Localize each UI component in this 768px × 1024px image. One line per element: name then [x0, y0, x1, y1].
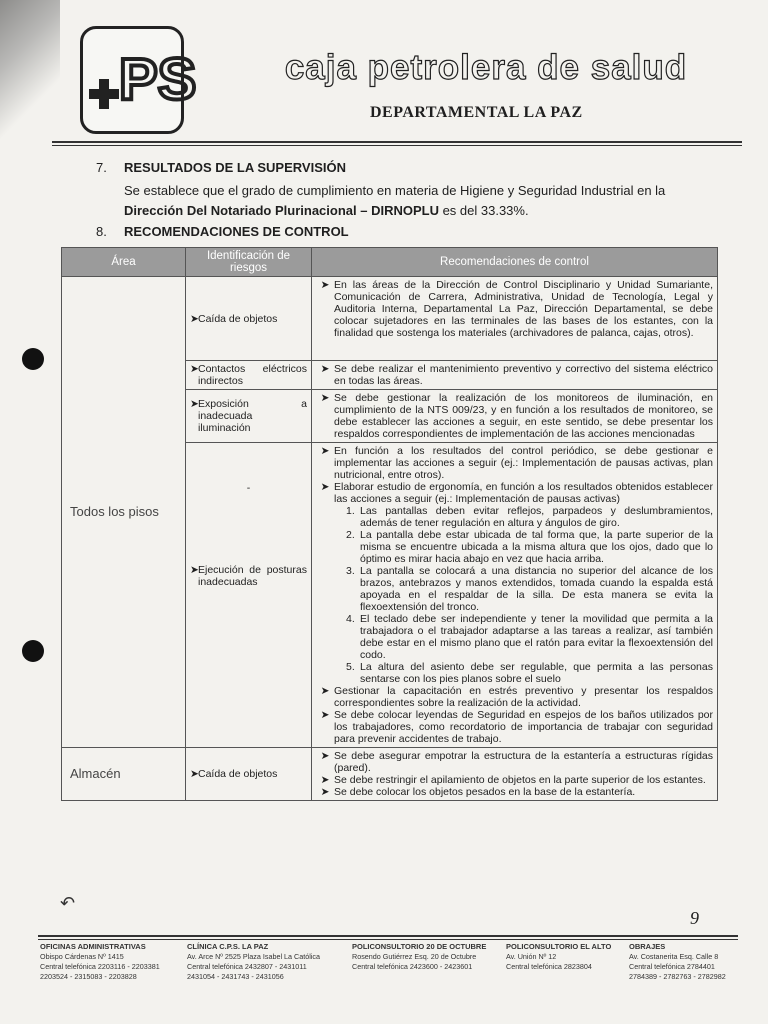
footer-office-1 — [40, 942, 160, 982]
punch-hole-bottom — [22, 640, 44, 662]
risk-label: Caída de objetos — [198, 768, 278, 780]
risk-label: Ejecución de posturas inadecuadas — [198, 564, 307, 588]
numbered-index: 3. — [346, 565, 355, 577]
footer-line: Rosendo Gutiérrez Esq. 20 de Octubre — [352, 952, 477, 961]
footer-line: Av. Unión Nº 12 — [506, 952, 557, 961]
footer-line: Central telefónica 2423600 - 2423601 — [352, 962, 473, 971]
recommendation-cell: ➤ Se debe gestionar la realización de los monitoreos de iluminación, en cumplimiento de la NTS 009/23, y en función a los resultados de monitoreo, se debe establecer las acciones a seguir, en este sentido, se debe presentar los respaldos correspondientes de implementación de las acciones mencionadas — [312, 390, 718, 443]
risk-label: Exposición a inadecuada iluminación — [198, 398, 307, 434]
footer-line: Av. Arce Nº 2525 Plaza Isabel La Católica — [187, 952, 321, 961]
footer-office-4 — [506, 942, 611, 972]
footer-title: POLICONSULTORIO 20 DE OCTUBRE — [352, 942, 487, 951]
recommendation-text: Se debe asegurar empotrar la estructura de la estantería a estructuras rígidas (pared). — [334, 750, 713, 774]
punch-hole-top — [22, 348, 44, 370]
recommendation-cell: ➤ Se debe realizar el mantenimiento preventivo y correctivo del sistema eléctrico en todas las áreas. — [312, 361, 718, 390]
risk-label: Caída de objetos — [198, 312, 278, 325]
footer-office-5 — [629, 942, 726, 982]
footer-line: Av. Costanerita Esq. Calle 8 — [629, 952, 719, 961]
footer-line: 2203524 - 2315083 - 2203828 — [40, 972, 137, 981]
recommendation-cell: ➤ En función a los resultados del control periódico, se debe gestionar e implementar las acciones a seguir (ej.: Implementación de pausas activas, plan nutricional, entre otros). ➤ Elaborar estudio de ergonomía, en función a los resultados obtenidos establecer las acciones a seguir (ej.: Implementación de pausas activas) 1. Las pantallas deben evitar reflejos, parpadeos y deslumbramientos, además de tener regulación en altura y ángulos de giro. 2. La pantalla debe estar ubicada de tal forma que, la parte superior de la misma se encuentre ubicada a la misma altura que los ojos, dado que lo óptimo es mirar hacia abajo en vez que hacia arriba. 3. La pantalla se colocará a una distancia no superior del alcance de los brazos, antebrazos y manos extendidos, tomada cuando la espalda está apoyada en el respaldar de la silla. De esta manera se evita la flexoextensión del tronco. 4. El teclado debe ser independiente y tener la movilidad que permita a la trabajadora o el trabajador adaptarse a las tareas a realizar, así también debe estar en el mismo plano que el ratón para evitar la flexoextensión del codo. 5. La altura del asiento debe ser regulable, que permita a las personas sentarse con los pies planos sobre el suelo ➤ Gestionar la capacitación en estrés preventivo y presentar los respaldos correspondientes sobre la realización de la actividad. ➤ Se debe colocar leyendas de Seguridad en espejos de los baños utilizados por los trabajadores, como recordatorio de importancia de trabajar con seguridad para prevenir accidentes de trabajo. — [312, 443, 718, 748]
table-row — [62, 748, 718, 801]
header-rule — [52, 141, 742, 143]
recommendation-text: Se debe gestionar la realización de los monitoreos de iluminación, en cumplimiento de la NTS 009/23, y en función a los resultados de monitoreo, se debe establecer las acciones a seguir, en este sentido, se debe presentar los respaldos correspondientes de implementación de las acciones mencionadas — [334, 392, 713, 440]
risk-cell: ➤ Caída de objetos — [186, 277, 312, 361]
area-cell-all-floors: Todos los pisos — [62, 277, 186, 748]
logo-mark-icon — [83, 29, 197, 131]
header-rule-thin — [52, 145, 742, 146]
brand-title: caja petrolera de salud — [284, 48, 688, 87]
recommendation-text: Gestionar la capacitación en estrés preventivo y presentar los respaldos correspondientes sobre la realización de la actividad. — [334, 685, 713, 709]
risk-cell: ➤ Exposición a inadecuada iluminación — [186, 390, 312, 443]
logo-letter-p: PS — [119, 47, 197, 112]
section-8-number: 8. — [96, 224, 107, 239]
section-7-text-b: es del 33.33%. — [442, 203, 529, 218]
footer-line: 2431054 - 2431743 - 2431056 — [187, 972, 284, 981]
footer-line: Obispo Cárdenas Nº 1415 — [40, 952, 124, 961]
numbered-index: 5. — [346, 661, 355, 673]
pen-mark: ↶ — [60, 893, 76, 913]
recommendation-text: En función a los resultados del control periódico, se debe gestionar e implementar las acciones a seguir (ej.: Implementación de pausas activas, plan nutricional, entre otros). — [334, 445, 713, 481]
recommendations-table — [61, 247, 718, 801]
numbered-index: 1. — [346, 505, 355, 517]
numbered-text: La pantalla debe estar ubicada de tal forma que, la parte superior de la misma se encuentre ubicada a la misma altura que los ojos, dado que lo óptimo es mirar hacia abajo en vez que hacia arriba. — [360, 529, 713, 565]
footer-line: Central telefónica 2432807 - 2431011 — [187, 962, 307, 971]
footer-line: 2784389 - 2782763 - 2782982 — [629, 972, 726, 981]
recommendation-text: Se debe colocar los objetos pesados en la base de la estantería. — [334, 786, 636, 798]
numbered-text: La altura del asiento debe ser regulable, que permita a las personas sentarse con los pies planos sobre el suelo — [360, 661, 713, 685]
footer-title: OBRAJES — [629, 942, 666, 951]
numbered-text: La pantalla se colocará a una distancia no superior del alcance de los brazos, antebrazos y manos extendidos, tomada cuando la espalda está apoyada en el respaldar de la silla. De esta manera se evita la flexoextensión del tronco. — [360, 565, 713, 613]
numbered-index: 2. — [346, 529, 355, 541]
header-risk: Identificación de riesgos — [186, 248, 312, 277]
header-recommendations: Recomendaciones de control — [312, 248, 718, 277]
table-row — [62, 277, 718, 361]
recommendation-cell: ➤ Se debe asegurar empotrar la estructura de la estantería a estructuras rígidas (pared). ➤ Se debe restringir el apilamiento de objetos en la parte superior de los estantes. ➤ Se debe colocar los objetos pesados en la base de la estantería. — [312, 748, 718, 801]
footer-line: Central telefónica 2203116 - 2203381 — [40, 962, 160, 971]
footer-title: OFICINAS ADMINISTRATIVAS — [40, 942, 146, 951]
recommendation-cell: ➤ En las áreas de la Dirección de Control Disciplinario y Unidad Sumariante, Comunicación de Carrera, Administrativa, Unidad de Tecnología, Legal y Auditoria Interna, Departamental La Paz, Dirección Departamental, se debe colocar sujetadores en las terminales de las bases de los estantes, con la finalidad que sostenga los materiales (archivadores de palanca, cajas, otros). — [312, 277, 718, 361]
cps-logo — [80, 26, 197, 134]
risk-cell: ➤ Contactos eléctricos indirectos — [186, 361, 312, 390]
scan-shadow — [0, 0, 60, 140]
risk-cell: - ➤ Ejecución de posturas inadecuadas — [186, 443, 312, 748]
section-7-text — [124, 181, 724, 221]
recommendation-text: Se debe restringir el apilamiento de objetos en la parte superior de los estantes. — [334, 774, 706, 786]
recommendation-text: Se debe colocar leyendas de Seguridad en espejos de los baños utilizados por los trabajadores, como recordatorio de importancia de trabajar con seguridad para prevenir accidentes de trabajo. — [334, 709, 713, 745]
footer-rule — [38, 935, 738, 937]
recommendation-text: Elaborar estudio de ergonomía, en función a los resultados obtenidos establecer las acciones a seguir (ej.: Implementación de pausas activas) — [334, 481, 713, 505]
footer-line: Central telefónica 2823804 — [506, 962, 592, 971]
section-8-title: RECOMENDACIONES DE CONTROL — [124, 224, 349, 239]
section-7-text-a: Se establece que el grado de cumplimiento en materia de Higiene y Seguridad Industrial en la — [124, 183, 666, 198]
footer-office-2 — [187, 942, 320, 982]
risk-cell: ➤ Caída de objetos — [186, 748, 312, 801]
section-7-title: RESULTADOS DE LA SUPERVISIÓN — [124, 160, 346, 175]
department-title: DEPARTAMENTAL LA PAZ — [370, 104, 583, 121]
numbered-text: Las pantallas deben evitar reflejos, parpadeos y deslumbramientos, además de tener regulación en altura y ángulos de giro. — [360, 505, 713, 529]
risk-label: Contactos eléctricos indirectos — [198, 363, 307, 387]
recommendation-text: Se debe realizar el mantenimiento preventivo y correctivo del sistema eléctrico en todas las áreas. — [334, 363, 713, 387]
numbered-index: 4. — [346, 613, 355, 625]
recommendation-text: En las áreas de la Dirección de Control Disciplinario y Unidad Sumariante, Comunicación de Carrera, Administrativa, Unidad de Tecnología, Legal y Auditoria Interna, Departamental La Paz, Dirección Departamental, se debe colocar sujetadores en las terminales de las bases de los estantes, con la finalidad que sostenga los materiales (archivadores de palanca, cajas, otros). — [334, 279, 713, 339]
section-7-text-bold: Dirección Del Notariado Plurinacional – DIRNOPLU — [124, 203, 439, 218]
section-8-heading — [96, 224, 349, 239]
table-header-row — [62, 248, 718, 277]
section-7-heading — [96, 160, 346, 175]
logo-cross-v — [99, 79, 109, 109]
footer-rule-thin — [38, 939, 738, 940]
numbered-text: El teclado debe ser independiente y tener la movilidad que permita a la trabajadora o el trabajador adaptarse a las tareas a realizar, así también debe estar en el mismo plano que el ratón para evitar la flexoextensión del codo. — [360, 613, 713, 661]
footer-title: CLÍNICA C.P.S. LA PAZ — [187, 942, 269, 951]
header-area: Área — [62, 248, 186, 277]
footer-office-3 — [352, 942, 486, 972]
footer-line: Central telefónica 2784401 — [629, 962, 715, 971]
section-7-number: 7. — [96, 160, 107, 175]
footer-title: POLICONSULTORIO EL ALTO — [506, 942, 612, 951]
area-cell-warehouse: Almacén — [62, 748, 186, 801]
risk-mark: - — [246, 482, 251, 494]
page-number: 9 — [690, 908, 699, 928]
